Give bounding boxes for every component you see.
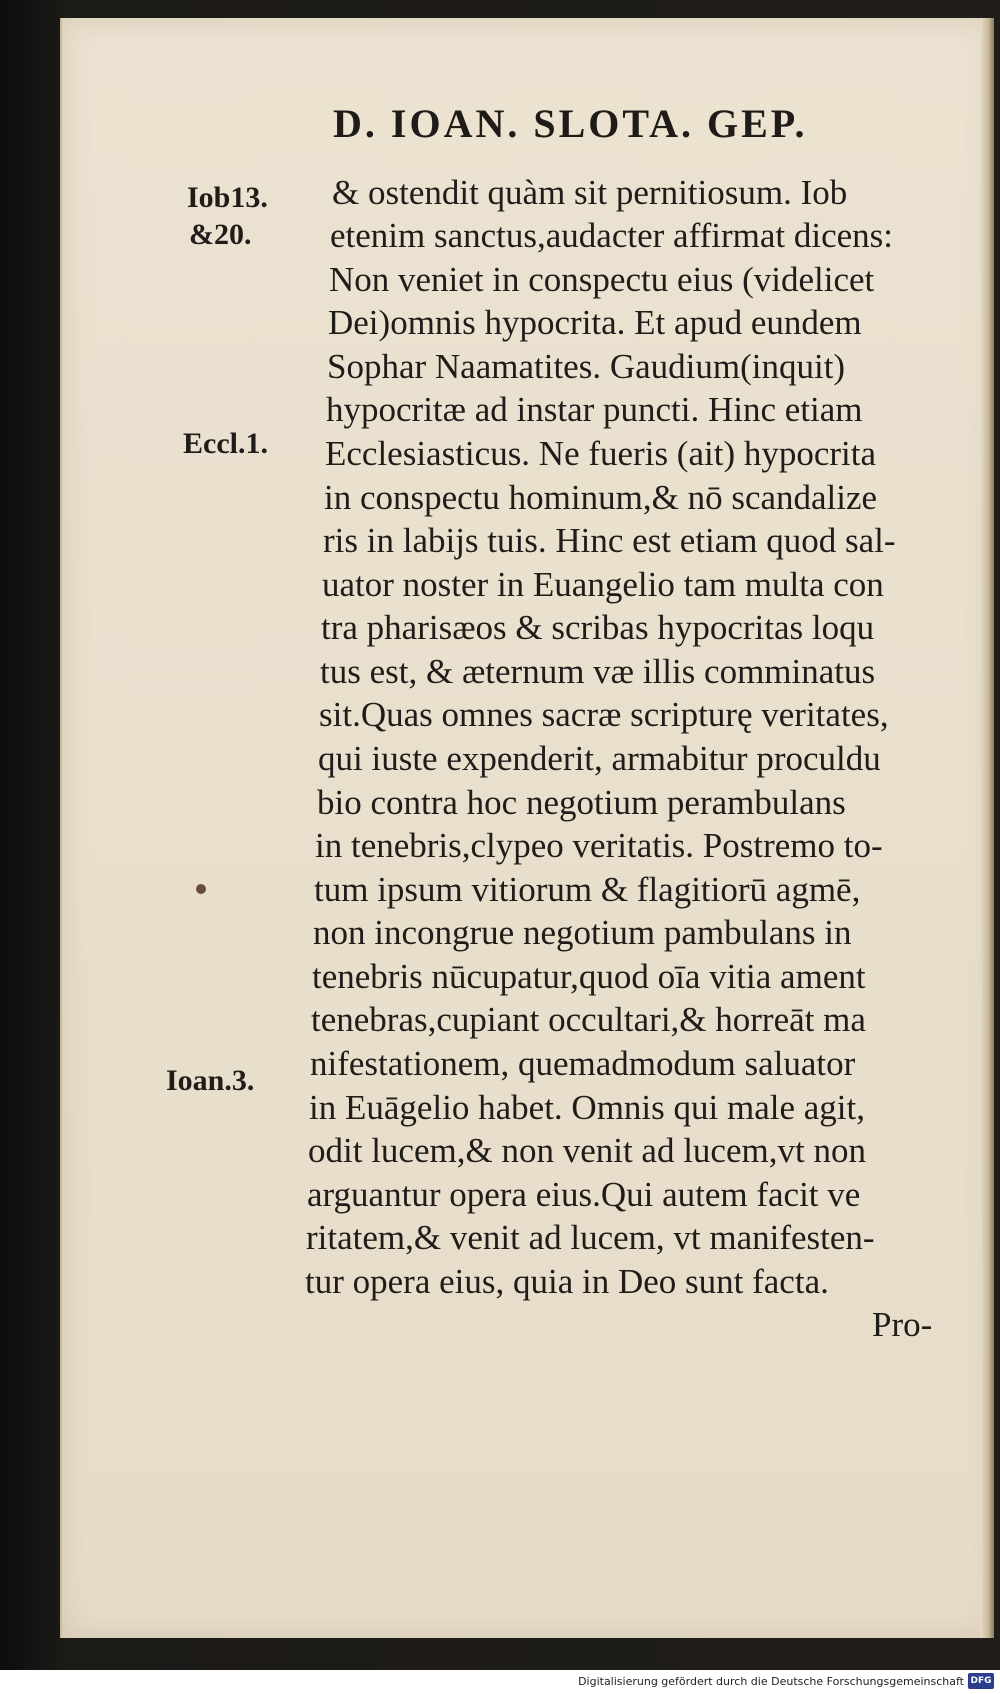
running-head: D. IOAN. SLOTA. GEP. [333,101,808,146]
text-line-21: nifestationem, quemadmodum saluator [310,1044,856,1083]
text-line-23: odit lucem,& non venit ad lucem,vt non [308,1131,866,1170]
text-line-12: tus est, & æternum væ illis comminatus [320,652,876,691]
margin-note-job: Iob13. [187,181,268,214]
ink-mark [196,884,206,894]
margin-note-john: Ioan.3. [166,1064,255,1097]
text-line-20: tenebras,cupiant occultari,& horreāt ma [311,1000,866,1039]
text-line-24: arguantur opera eius.Qui autem facit ve [307,1175,861,1214]
text-line-1: & ostendit quàm sit pernitiosum. Iob [332,173,848,212]
text-line-22: in Euāgelio habet. Omnis qui male agit, [309,1088,865,1127]
text-line-3: Non veniet in conspectu eius (videlicet [329,260,875,299]
text-line-5: Sophar Naamatites. Gaudium(inquit) [327,347,846,386]
page-edge [980,18,994,1638]
text-line-8: in conspectu hominum,& nō scandalize [324,478,878,517]
text-line-15: bio contra hoc negotium perambulans [317,783,846,822]
text-line-7: Ecclesiasticus. Ne fueris (ait) hypocrita [325,434,877,473]
text-line-19: tenebris nūcupatur,quod oīa vitia ament [312,957,866,996]
margin-note-eccl: Eccl.1. [183,427,268,460]
catchword: Pro- [872,1305,933,1344]
text-line-9: ris in labijs tuis. Hinc est etiam quod sal- [323,521,896,560]
text-line-17: tum ipsum vitiorum & flagitiorū agmē, [314,870,861,909]
text-line-16: in tenebris,clypeo veritatis. Postremo to- [315,826,883,865]
text-line-14: qui iuste expenderit, armabitur proculdu [318,739,881,778]
text-line-25: ritatem,& venit ad lucem, vt manifesten- [306,1218,875,1257]
text-line-4: Dei)omnis hypocrita. Et apud eundem [328,303,862,342]
text-line-13: sit.Quas omnes sacræ scripturę veritates, [319,695,889,734]
margin-note-job-20: &20. [189,218,252,251]
funding-credit: Digitalisierung gefördert durch die Deutsche Forschungsgemeinschaft [578,1675,964,1688]
text-line-11: tra pharisæos & scribas hypocritas loqu [321,608,875,647]
text-line-26: tur opera eius, quia in Deo sunt facta. [305,1262,829,1301]
text-line-2: etenim sanctus,audacter affirmat dicens: [330,216,894,255]
text-line-10: uator noster in Euangelio tam multa con [322,565,884,604]
dfg-logo: DFG [968,1673,994,1689]
text-line-18: non incongrue negotium pambulans in [313,913,852,952]
text-line-6: hypocritæ ad instar puncti. Hinc etiam [326,390,863,429]
